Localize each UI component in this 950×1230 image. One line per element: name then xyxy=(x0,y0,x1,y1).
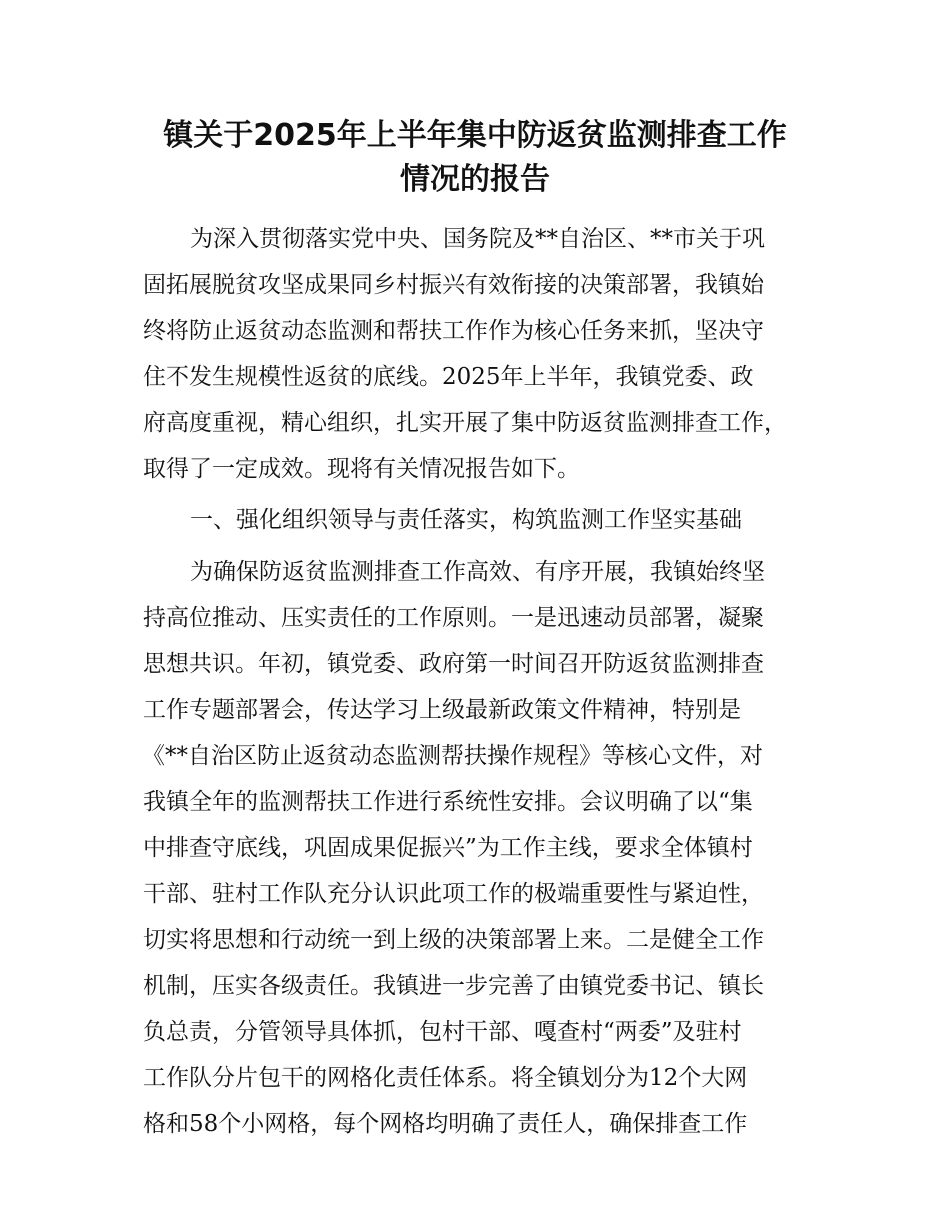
paragraph-2-line-11: 负总责，分管领导具体抓，包村干部、嘎查村“两委”及驻村 xyxy=(143,1019,742,1045)
paragraph-2-line-5: 《**自治区防止返贫动态监测帮扶操作规程》等核心文件，对 xyxy=(142,743,763,769)
paragraph-2-line-2: 持高位推动、压实责任的工作原则。一是迅速动员部署，凝聚 xyxy=(143,605,764,631)
paragraph-2-line-13: 格和58个小网格，每个网格均明确了责任人，确保排查工作 xyxy=(143,1111,748,1137)
paragraph-2-line-4: 工作专题部署会，传达学习上级最新政策文件精神，特别是 xyxy=(143,697,741,723)
paragraph-1-line-2: 固拓展脱贫攻坚成果同乡村振兴有效衔接的决策部署，我镇始 xyxy=(143,272,764,298)
paragraph-1-line-3: 终将防止返贫动态监测和帮扶工作作为核心任务来抓，坚决守 xyxy=(143,318,764,344)
paragraph-2-line-8: 干部、驻村工作队充分认识此项工作的极端重要性与紧迫性， xyxy=(143,881,764,907)
paragraph-2-line-9: 切实将思想和行动统一到上级的决策部署上来。二是健全工作 xyxy=(143,927,764,953)
paragraph-1-line-4: 住不发生规模性返贫的底线。2025年上半年，我镇党委、政 xyxy=(143,364,754,390)
paragraph-2-line-6: 我镇全年的监测帮扶工作进行系统性安排。会议明确了以“集 xyxy=(143,789,753,815)
section-heading-1: 一、强化组织领导与责任落实，构筑监测工作坚实基础 xyxy=(190,507,742,533)
paragraph-2-line-10: 机制，压实各级责任。我镇进一步完善了由镇党委书记、镇长 xyxy=(143,973,764,999)
paragraph-2-line-12: 工作队分片包干的网格化责任体系。将全镇划分为12个大网 xyxy=(143,1065,748,1091)
paragraph-2-line-7: 中排查守底线，巩固成果促振兴”为工作主线，要求全体镇村 xyxy=(143,835,753,861)
paragraph-2-line-3: 思想共识。年初，镇党委、政府第一时间召开防返贫监测排查 xyxy=(143,651,764,677)
paragraph-1-line-1: 为深入贯彻落实党中央、国务院及**自治区、**市关于巩 xyxy=(190,226,765,252)
paragraph-2-line-1: 为确保防返贫监测排查工作高效、有序开展，我镇始终坚 xyxy=(190,559,765,585)
paragraph-1-line-6: 取得了一定成效。现将有关情况报告如下。 xyxy=(143,456,580,482)
report-title-line-2: 情况的报告 xyxy=(400,162,550,197)
paragraph-1-line-5: 府高度重视，精心组织，扎实开展了集中防返贫监测排查工作， xyxy=(143,410,787,436)
report-title-line-1: 镇关于2025年上半年集中防返贫监测排查工作 xyxy=(163,118,787,153)
